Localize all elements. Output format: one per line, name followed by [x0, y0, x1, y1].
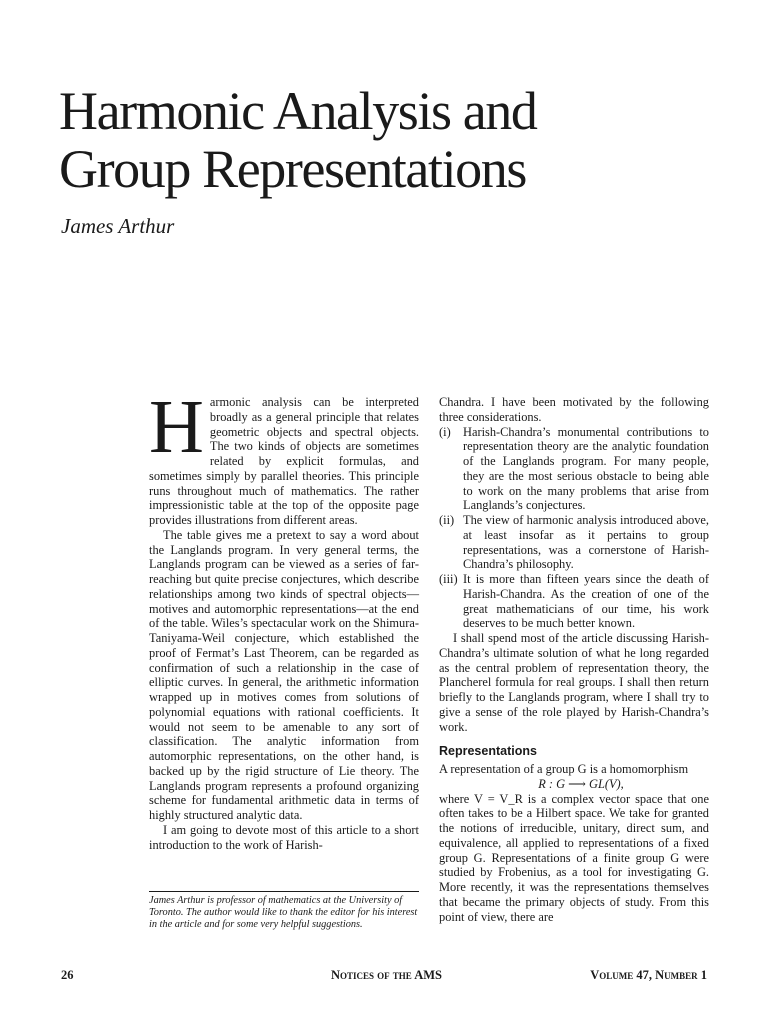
plancherel-paragraph: I shall spend most of the article discussing Harish-Chandra’s ultimate solution of what he long regarded as the central problem of representation theory, the Plancherel formula for real groups. I shall then return briefly to the Langlands program, where I shall try to give a sense of the role played by Harish-Chandra’s work.	[439, 631, 709, 734]
list-item-text: It is more than fifteen years since the death of Harish-Chandra. As the creation of one of the great mathematicians of our time, his work deserves to be much better known.	[463, 572, 709, 631]
list-item-number: (iii)	[439, 572, 458, 586]
opening-paragraph	[149, 385, 419, 528]
page-number: 26	[61, 968, 74, 982]
volume-number: Volume 47, Number 1	[590, 968, 707, 982]
article-title-line-2: Group Representations	[59, 139, 526, 199]
langlands-paragraph: The table gives me a pretext to say a word about the Langlands program. In very general terms, the Langlands program can be viewed as a series of far-reaching but quite precise conjectures, which describe relationships among two kinds of spectral objects—motives and automorphic representations—at the end of the table. Wiles’s spectacular work on the Shimura-Taniyama-Weil conjecture, which established the proof of Fermat’s Last Theorem, can be regarded as confirmation of such a relationship in the case of elliptic curves. In general, the arithmetic information wrapped up in motives comes from solutions of polynomial equations with rational coefficients. It would not seem to be amenable to any sort of classification. The analytic information from automorphic representations, on the other hand, is backed up by the rigid structure of Lie theory. The Langlands program represents a profound organizing scheme for fundamental arithmetic data in terms of highly structured analytic data.	[149, 527, 419, 822]
list-item	[439, 572, 709, 631]
list-item-number: (i)	[439, 424, 451, 439]
list-item	[439, 513, 709, 572]
right-column	[439, 395, 709, 924]
harish-chandra-intro-paragraph: I am going to devote most of this article to a short introduction to the work of Harish-	[149, 822, 419, 852]
journal-name: Notices of the AMS	[331, 968, 443, 982]
author-footnote: James Arthur is professor of mathematics at the University of Toronto. The author would like to thank the editor for his interest in the article and for some very helpful suggestions.	[149, 891, 419, 931]
author-name: James Arthur	[61, 214, 175, 238]
section-heading: Representations	[439, 744, 537, 759]
list-item-text: Harish-Chandra’s monumental contributions to representation theory are the analytic foundation of the Langlands program. For many people, they are the most serious obstacle to being able to work on the many problems that arise from Langlands’s conjectures.	[463, 424, 709, 513]
motivation-paragraph: Chandra. I have been motivated by the following three considerations.	[439, 395, 709, 424]
considerations-list	[439, 425, 709, 632]
list-item-number: (ii)	[439, 513, 455, 527]
definition-paragraph: A representation of a group G is a homomorphism	[439, 762, 689, 776]
left-column	[149, 385, 419, 852]
vector-space-paragraph: where V = V_R is a complex vector space that one often takes to be a Hilbert space. We take for granted the notions of irreducible, unitary, direct sum, and equivalence, all applied to representations of a fixed group G. Representations of a finite group G were studied by Frobenius, as a tool for investigating G. More recently, it was the representations themselves that became the primary objects of study. From this point of view, there are	[439, 791, 709, 924]
list-item	[439, 425, 709, 514]
article-title	[59, 82, 699, 198]
opening-paragraph-text: armonic analysis can be interpreted broadly as a general principle that relates geometric objects and spectral objects. The two kinds of objects are sometimes related by explicit formulas, and sometimes simply by parallel theories. This principle runs throughout much of mathematics. The rather impressionistic table at the top of the opposite page provides illustrations from different areas.	[149, 395, 419, 527]
page-footer	[61, 968, 707, 984]
list-item-text: The view of harmonic analysis introduced above, at least insofar as it pertains to group representations, was a cornerstone of Harish-Chandra’s philosophy.	[463, 513, 709, 572]
drop-cap: H	[149, 385, 204, 469]
article-title-line-1: Harmonic Analysis and	[59, 81, 537, 141]
display-formula: R : G ⟶ GL(V),	[538, 776, 624, 791]
